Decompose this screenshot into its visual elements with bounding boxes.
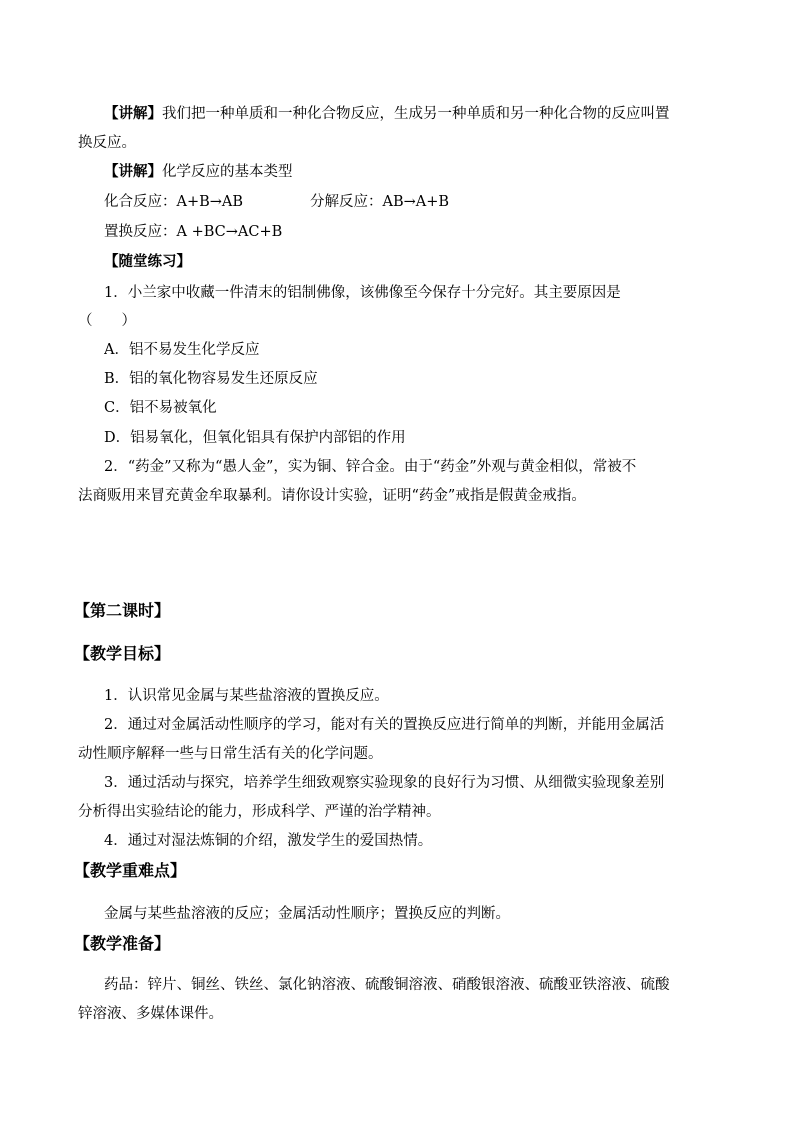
question-2-line-1: 2．“药金”又称为“愚人金”，实为铜、锌合金。由于“药金”外观与黄金相似，常被不	[104, 459, 637, 475]
question-1-option-c: C．铝不易被氧化	[104, 400, 217, 416]
lesson-heading: 【第二课时】	[74, 601, 171, 620]
preparation-heading: 【教学准备】	[74, 934, 171, 953]
lecture-definition-line-2: 换反应。	[78, 135, 136, 151]
lecture-types-line	[104, 162, 754, 182]
displacement-reaction: 置换反应：A +BC→AC+B	[104, 224, 283, 240]
preparation-line-1: 药品：锌片、铜丝、铁丝、氯化钠溶液、硫酸铜溶液、硝酸银溶液、硫酸亚铁溶液、硫酸	[104, 977, 670, 993]
question-2-line-2: 法商贩用来冒充黄金牟取暴利。请你设计实验，证明“药金”戒指是假黄金戒指。	[78, 488, 586, 504]
goals-heading: 【教学目标】	[74, 644, 171, 663]
goal-1: 1．认识常见金属与某些盐溶液的置换反应。	[104, 688, 389, 704]
question-1-option-b: B．铝的氧化物容易发生还原反应	[104, 371, 318, 387]
goal-4: 4．通过对湿法炼铜的介绍，激发学生的爱国热情。	[104, 833, 433, 849]
practice-heading: 【随堂练习】	[104, 253, 191, 270]
lecture-types-text: 化学反应的基本类型	[162, 164, 293, 180]
goal-3-line-2: 分析得出实验结论的能力，形成科学、严谨的治学精神。	[78, 804, 441, 820]
lecture-definition-text: 我们把一种单质和一种化合物反应，生成另一种单质和另一种化合物的反应叫置	[162, 106, 670, 122]
question-1-option-d: D．铝易氧化，但氧化铝具有保护内部铝的作用	[104, 430, 406, 446]
question-1-line-1: 1．小兰家中收藏一件清末的铝制佛像，该佛像至今保存十分完好。其主要原因是	[104, 285, 621, 301]
question-1-option-a: A．铝不易发生化学反应	[104, 342, 260, 358]
keypoints-text: 金属与某些盐溶液的反应；金属活动性顺序；置换反应的判断。	[104, 906, 510, 922]
question-1-line-2: （ ）	[78, 313, 136, 329]
preparation-line-2: 锌溶液、多媒体课件。	[78, 1006, 223, 1022]
lecture-tag: 【讲解】	[104, 163, 162, 180]
goal-2-line-1: 2．通过对金属活动性顺序的学习，能对有关的置换反应进行简单的判断，并能用金属活	[104, 717, 665, 733]
combination-reaction: 化合反应：A+B→AB	[104, 194, 244, 210]
lecture-tag: 【讲解】	[104, 105, 162, 122]
keypoints-heading: 【教学重难点】	[74, 861, 187, 880]
goal-3-line-1: 3．通过活动与探究，培养学生细致观察实验现象的良好行为习惯、从细微实验现象差别	[104, 775, 665, 791]
goal-2-line-2: 动性顺序解释一些与日常生活有关的化学问题。	[78, 746, 383, 762]
lecture-definition-line-1	[104, 104, 728, 124]
decomposition-reaction: 分解反应：AB→A+B	[310, 194, 450, 210]
